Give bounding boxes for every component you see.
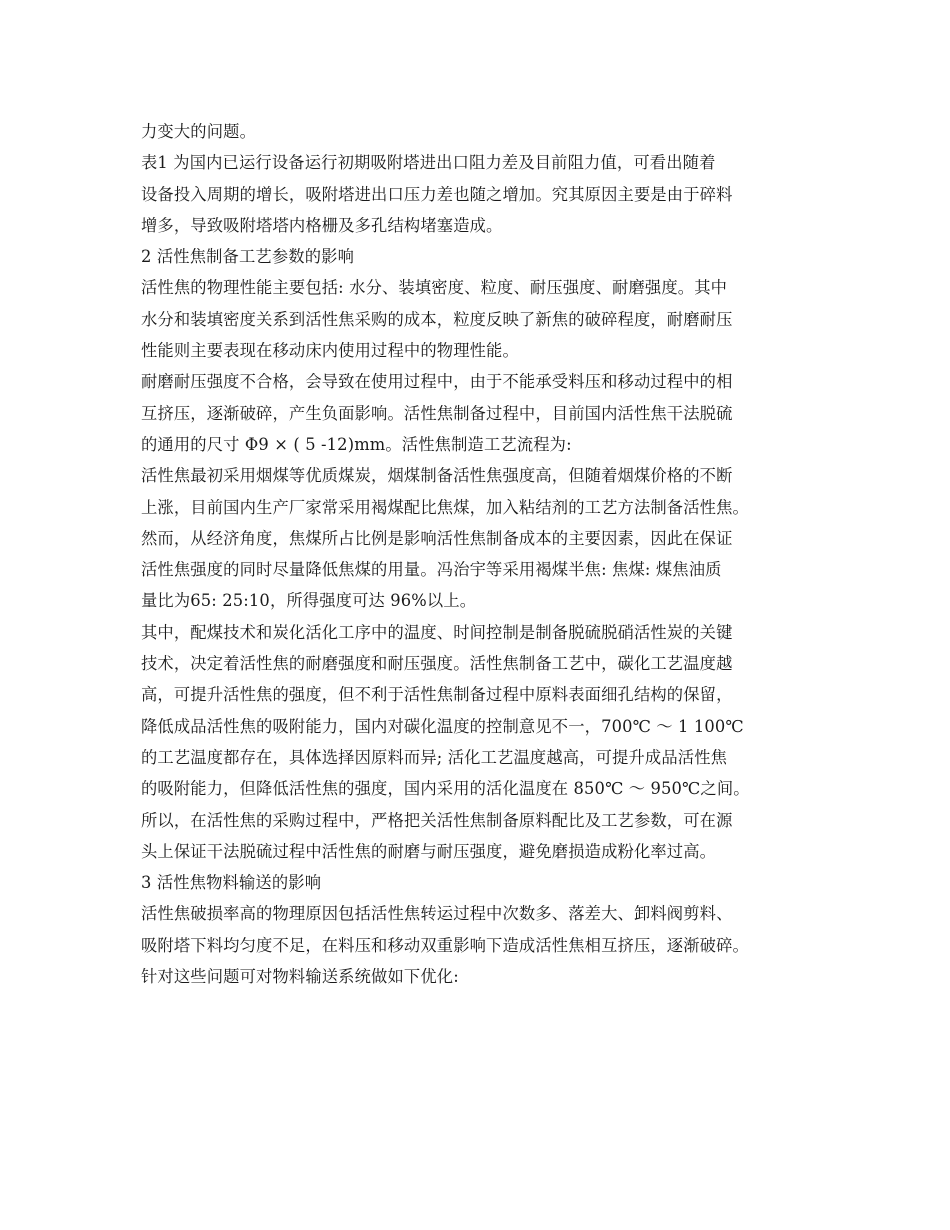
text-line: 量比为65: 25:10，所得强度可达 96%以上。 bbox=[141, 591, 477, 611]
text-line: 其中，配煤技术和炭化活化工序中的温度、时间控制是制备脱硫脱硝活性炭的关键 bbox=[141, 622, 733, 642]
text-line: 表1 为国内已运行设备运行初期吸附塔进出口阻力差及目前阻力值，可看出随着 bbox=[141, 153, 716, 173]
text-line: 高，可提升活性焦的强度，但不利于活性焦制备过程中原料表面细孔结构的保留， bbox=[141, 685, 733, 705]
text-line: 活性焦破损率高的物理原因包括活性焦转运过程中次数多、落差大、卸料阀剪料、 bbox=[141, 904, 733, 924]
text-line: 针对这些问题可对物料输送系统做如下优化: bbox=[141, 967, 459, 987]
text-line: 技术，决定着活性焦的耐磨强度和耐压强度。活性焦制备工艺中，碳化工艺温度越 bbox=[141, 654, 733, 674]
document-body bbox=[141, 116, 821, 992]
text-line: 头上保证干法脱硫过程中活性焦的耐磨与耐压强度，避免磨损造成粉化率过高。 bbox=[141, 841, 717, 861]
text-line: 吸附塔下料均匀度不足，在料压和移动双重影响下造成活性焦相互挤压，逐渐破碎。 bbox=[141, 935, 749, 955]
text-line: 活性焦最初采用烟煤等优质煤炭，烟煤制备活性焦强度高，但随着烟煤价格的不断 bbox=[141, 466, 733, 486]
text-line: 的吸附能力，但降低活性焦的强度，国内采用的活化温度在 850℃ ～ 950℃之间。 bbox=[141, 779, 750, 799]
text-line: 上涨，目前国内生产厂家常采用褐煤配比焦煤，加入粘结剂的工艺方法制备活性焦。 bbox=[141, 497, 749, 517]
text-line: 力变大的问题。 bbox=[141, 122, 257, 141]
text-line: 设备投入周期的增长，吸附塔进出口压力差也随之增加。究其原因主要是由于碎料 bbox=[141, 184, 733, 204]
text-line: 性能则主要表现在移动床内使用过程中的物理性能。 bbox=[141, 341, 519, 361]
text-line: 增多，导致吸附塔塔内格栅及多孔结构堵塞造成。 bbox=[141, 215, 503, 235]
text-line: 活性焦强度的同时尽量降低焦煤的用量。冯治宇等采用褐煤半焦: 焦煤: 煤焦油质 bbox=[141, 560, 722, 580]
section-heading: 3 活性焦物料输送的影响 bbox=[141, 873, 322, 893]
text-line: 活性焦的物理性能主要包括: 水分、装填密度、粒度、耐压强度、耐磨强度。其中 bbox=[141, 278, 728, 298]
text-line: 所以，在活性焦的采购过程中，严格把关活性焦制备原料配比及工艺参数，可在源 bbox=[141, 810, 733, 830]
text-line: 水分和装填密度关系到活性焦采购的成本，粒度反映了新焦的破碎程度，耐磨耐压 bbox=[141, 309, 733, 329]
text-line: 的工艺温度都存在，具体选择因原料而异; 活化工艺温度越高，可提升成品活性焦 bbox=[141, 747, 728, 767]
text-line: 的通用的尺寸 Φ9 × ( 5 -12)mm。活性焦制造工艺流程为: bbox=[141, 434, 572, 454]
text-line: 互挤压，逐渐破碎，产生负面影响。活性焦制备过程中，目前国内活性焦干法脱硫 bbox=[141, 403, 733, 423]
section-heading: 2 活性焦制备工艺参数的影响 bbox=[141, 247, 355, 267]
text-line: 降低成品活性焦的吸附能力，国内对碳化温度的控制意见不一，700℃ ～ 1 100℃ bbox=[141, 716, 744, 736]
text-line: 耐磨耐压强度不合格，会导致在使用过程中，由于不能承受料压和移动过程中的相 bbox=[141, 372, 733, 392]
text-line: 然而，从经济角度，焦煤所占比例是影响活性焦制备成本的主要因素，因此在保证 bbox=[141, 528, 733, 548]
